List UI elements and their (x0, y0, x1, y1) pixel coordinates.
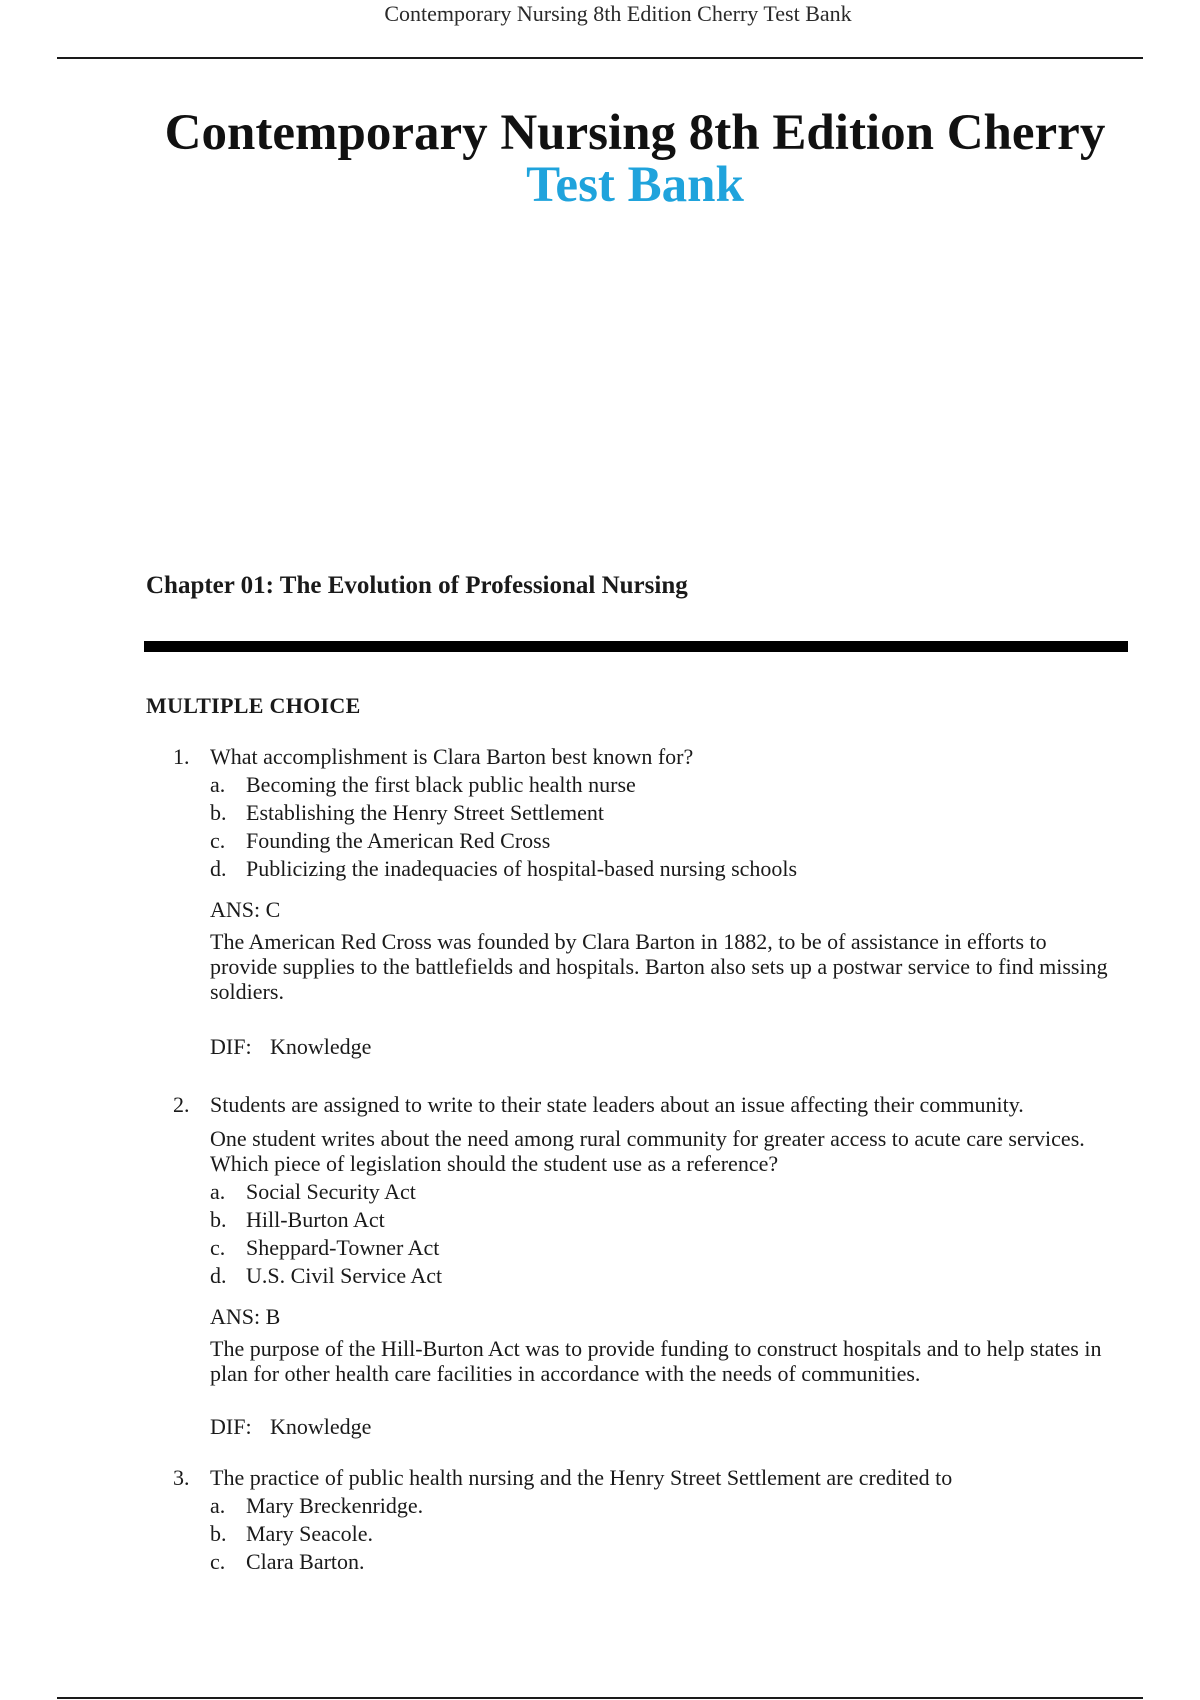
option-text: Founding the American Red Cross (246, 828, 551, 853)
document-title-line2: Test Bank (526, 157, 744, 213)
option-letter: b. (210, 1207, 227, 1232)
chapter-title: Chapter 01: The Evolution of Professional Nursing (146, 572, 688, 599)
option-letter: a. (210, 1493, 226, 1518)
option-text: Hill-Burton Act (246, 1207, 385, 1232)
option-letter: b. (210, 800, 227, 825)
question-number: 3. (173, 1465, 190, 1490)
header-divider (57, 57, 1143, 59)
option-letter: d. (210, 856, 227, 881)
option-text: Publicizing the inadequacies of hospital-based nursing schools (246, 856, 798, 881)
option-letter: c. (210, 1235, 226, 1260)
question-stem: The practice of public health nursing and the Henry Street Settlement are credited to (210, 1465, 953, 1490)
option-letter: c. (210, 828, 226, 853)
option-letter: a. (210, 1179, 226, 1204)
option-letter: d. (210, 1263, 227, 1288)
difficulty-label: DIF: (210, 1034, 252, 1059)
option-text: Mary Seacole. (246, 1521, 374, 1546)
document-title (0, 104, 1200, 214)
footer-divider (57, 1697, 1143, 1699)
option-text: Clara Barton. (246, 1549, 365, 1574)
difficulty-line (210, 1034, 1110, 1059)
difficulty-label: DIF: (210, 1414, 252, 1439)
running-header: Contemporary Nursing 8th Edition Cherry Test Bank (384, 1, 852, 26)
option-text: Establishing the Henry Street Settlement (246, 800, 605, 825)
option-letter: b. (210, 1521, 227, 1546)
answer-rationale: The American Red Cross was founded by Clara Barton in 1882, to be of assistance in efforts to provide supplies to the battlefields and hospitals. Barton also sets up a postwar service to find missing soldiers. (210, 929, 1108, 1004)
question-stem: Students are assigned to write to their state leaders about an issue affecting their community. (210, 1092, 1024, 1117)
answer-key: ANS: C (210, 897, 281, 922)
question-stem: What accomplishment is Clara Barton best known for? (210, 744, 694, 769)
option-text: Sheppard-Towner Act (246, 1235, 440, 1260)
option-text: Mary Breckenridge. (246, 1493, 424, 1518)
section-heading: MULTIPLE CHOICE (146, 693, 361, 718)
chapter-divider (144, 641, 1128, 652)
difficulty-line (210, 1414, 1110, 1439)
option-letter: c. (210, 1549, 226, 1574)
option-text: U.S. Civil Service Act (246, 1263, 443, 1288)
answer-rationale: The purpose of the Hill-Burton Act was to provide funding to construct hospitals and to help states in plan for other health care facilities in accordance with the needs of communities. (210, 1336, 1102, 1386)
question-stem-continued: One student writes about the need among rural community for greater access to acute care services. Which piece of legislation should the student use as a reference? (210, 1126, 1085, 1176)
difficulty-value: Knowledge (270, 1034, 372, 1059)
option-text: Social Security Act (246, 1179, 416, 1204)
question-number: 2. (173, 1092, 190, 1117)
option-text: Becoming the first black public health nurse (246, 772, 636, 797)
option-letter: a. (210, 772, 226, 797)
difficulty-value: Knowledge (270, 1414, 372, 1439)
answer-key: ANS: B (210, 1304, 281, 1329)
question-number: 1. (173, 744, 190, 769)
document-title-line1: Contemporary Nursing 8th Edition Cherry (164, 105, 1106, 161)
